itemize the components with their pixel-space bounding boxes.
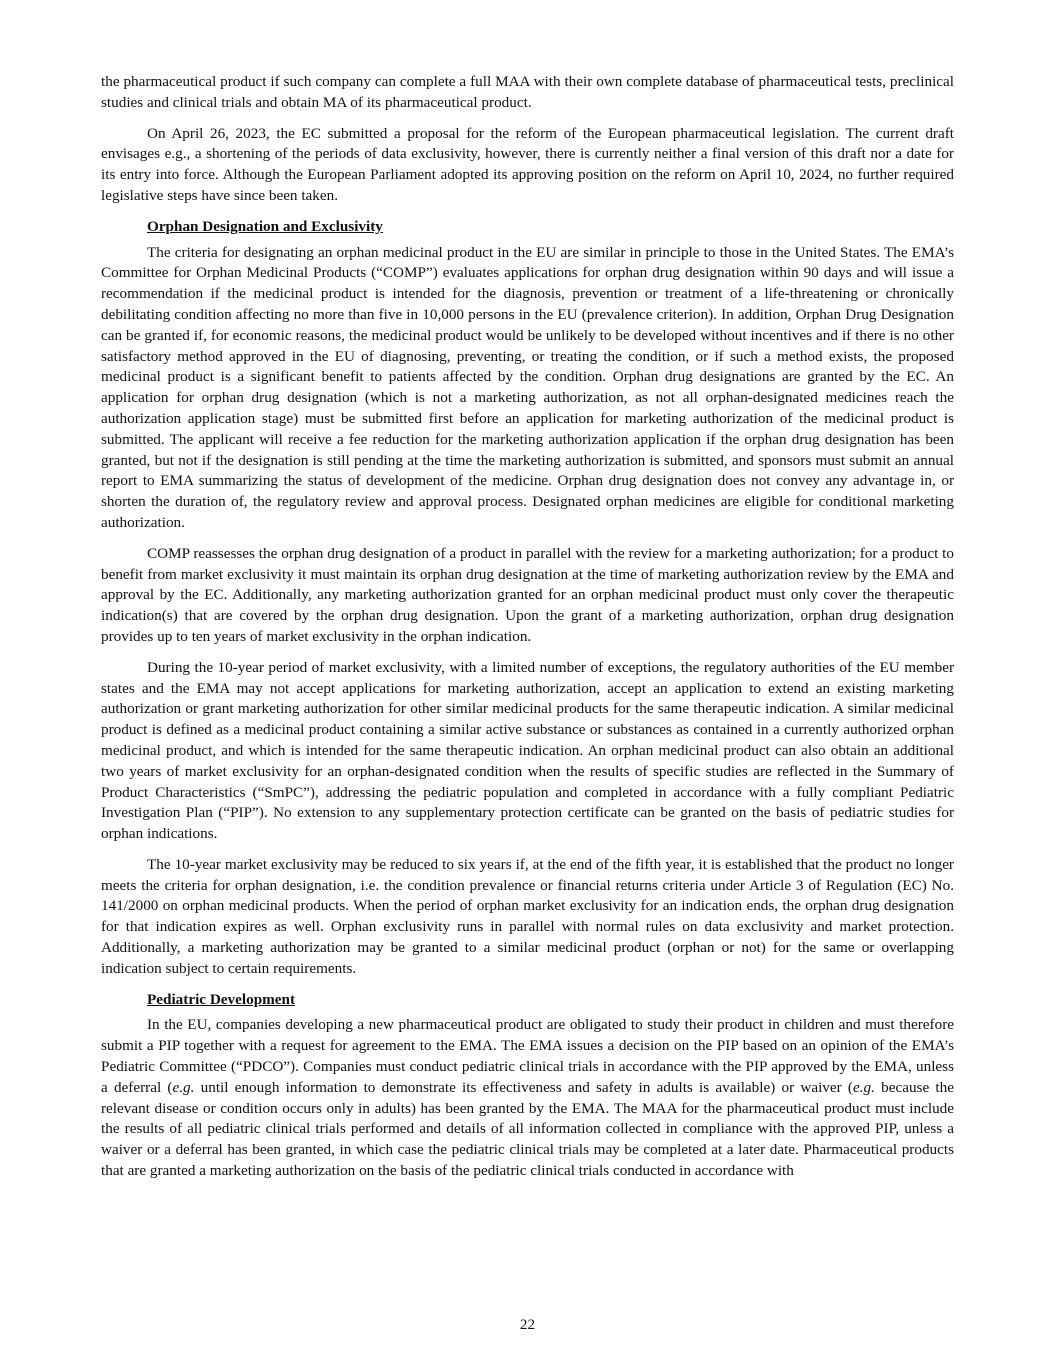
pediatric-text-part-3: because the relevant disease or condition occurs only in adults) has been granted by the EMA. The MAA for the pharmaceutical product must include the results of all pediatric clinical trials performed and details of all information collected in compliance with the approved PIP, unless a waiver or a deferral has been granted, in which case the pediatric clinical trials may be completed at a later date. Pharmaceutical products that are granted a marketing authorization on the basis of the pediatric clinical trials conducted in accordance with [101, 1078, 954, 1180]
pediatric-development-heading: Pediatric Development [147, 990, 296, 1008]
pediatric-eg-italic-1: e.g. [172, 1078, 195, 1096]
page-number: 22 [519, 1316, 536, 1333]
legislation-reform-paragraph: On April 26, 2023, the EC submitted a proposal for the reform of the European pharmaceutical legislation. The current draft envisages e.g., a shortening of the periods of data exclusivity, however, there is currently neither a final version of this draft nor a date for its entry into force. Although the European Parliament adopted its approving position on the reform on April 10, 2024, no further required legislative steps have since been taken. [101, 124, 954, 204]
comp-reassessment-paragraph: COMP reassesses the orphan drug designation of a product in parallel with the review for a marketing authorization; for a product to benefit from market exclusivity it must maintain its orphan drug designation at the time of marketing authorization review by the EMA and approval by the EC. Additionally, any marketing authorization granted for an orphan medicinal product must only cover the therapeutic indication(s) that are covered by the orphan drug designation. Upon the grant of a marketing authorization, orphan drug designation provides up to ten years of market exclusivity in the orphan indication. [101, 544, 954, 645]
orphan-designation-heading: Orphan Designation and Exclusivity [147, 217, 383, 235]
exclusivity-reduction-paragraph: The 10-year market exclusivity may be reduced to six years if, at the end of the fifth year, it is established that the product no longer meets the criteria for orphan designation, i.e. the condition prevalence or financial returns criteria under Article 3 of Regulation (EC) No. 141/2000 on orphan medicinal products. When the period of orphan market exclusivity for an indication ends, the orphan drug designation for that indication expires as well. Orphan exclusivity runs in parallel with normal rules on data exclusivity and market protection. Additionally, a marketing authorization may be granted to a similar medicinal product (orphan or not) for the same or overlapping indication subject to certain requirements. [101, 855, 954, 977]
document-page [101, 72, 954, 1192]
pediatric-text-part-1: In the EU, companies developing a new pharmaceutical product are obligated to study their product in children and must therefore submit a PIP together with a request for agreement to the EMA. The EMA issues a decision on the PIP based on an opinion of the EMA’s Pediatric Committee (“PDCO”). Companies must conduct pediatric clinical trials in accordance with the PIP approved by the EMA, unless a deferral ( [101, 1016, 954, 1096]
orphan-criteria-paragraph: The criteria for designating an orphan medicinal product in the EU are similar in principle to those in the United States. The EMA’s Committee for Orphan Medicinal Products (“COMP”) evaluates applications for orphan drug designation within 90 days and will issue a recommendation if the medicinal product is intended for the diagnosis, prevention or treatment of a life-threatening or chronically debilitating condition affecting no more than five in 10,000 persons in the EU (prevalence criterion). In addition, Orphan Drug Designation can be granted if, for economic reasons, the medicinal product would be unlikely to be developed without incentives and if there is no other satisfactory method approved in the EU of diagnosing, preventing, or treating the condition, or if such a method exists, the proposed medicinal product is a significant benefit to patients affected by the condition. Orphan drug designations are granted by the EC. An application for orphan drug designation (which is not a marketing authorization, as not all orphan-designated medicines reach the authorization application stage) must be submitted first before an application for marketing authorization of the medicinal product is submitted. The applicant will receive a fee reduction for the marketing authorization application if the orphan drug designation has been granted, but not if the designation is still pending at the time the marketing authorization is submitted, and sponsors must submit an annual report to EMA summarizing the status of development of the medicine. Orphan drug designation does not convey any advantage in, or shorten the duration of, the regulatory review and approval process. Designated orphan medicines are eligible for conditional marketing authorization. [101, 243, 954, 531]
market-exclusivity-paragraph: During the 10-year period of market exclusivity, with a limited number of exceptions, the regulatory authorities of the EU member states and the EMA may not accept applications for marketing authorization, accept an application to extend an existing marketing authorization or grant marketing authorization for other similar medicinal products for the same therapeutic indication. A similar medicinal product is defined as a medicinal product containing a similar active substance or substances as contained in a currently authorized orphan medicinal product, and which is intended for the same therapeutic indication. An orphan medicinal product can also obtain an additional two years of market exclusivity for an orphan-designated condition when the results of specific studies are reflected in the Summary of Product Characteristics (“SmPC”), addressing the pediatric population and completed in accordance with a fully compliant Pediatric Investigation Plan (“PIP”). No extension to any supplementary protection certificate can be granted on the basis of pediatric studies for orphan indications. [101, 658, 954, 843]
intro-carryover-paragraph: the pharmaceutical product if such company can complete a full MAA with their own complete database of pharmaceutical tests, preclinical studies and clinical trials and obtain MA of its pharmaceutical product. [101, 73, 954, 111]
pediatric-eg-italic-2: e.g. [852, 1078, 875, 1096]
pediatric-development-paragraph [101, 1015, 954, 1181]
pediatric-text-part-2: until enough information to demonstrate its effectiveness and safety in adults is available) or waiver ( [194, 1078, 853, 1096]
